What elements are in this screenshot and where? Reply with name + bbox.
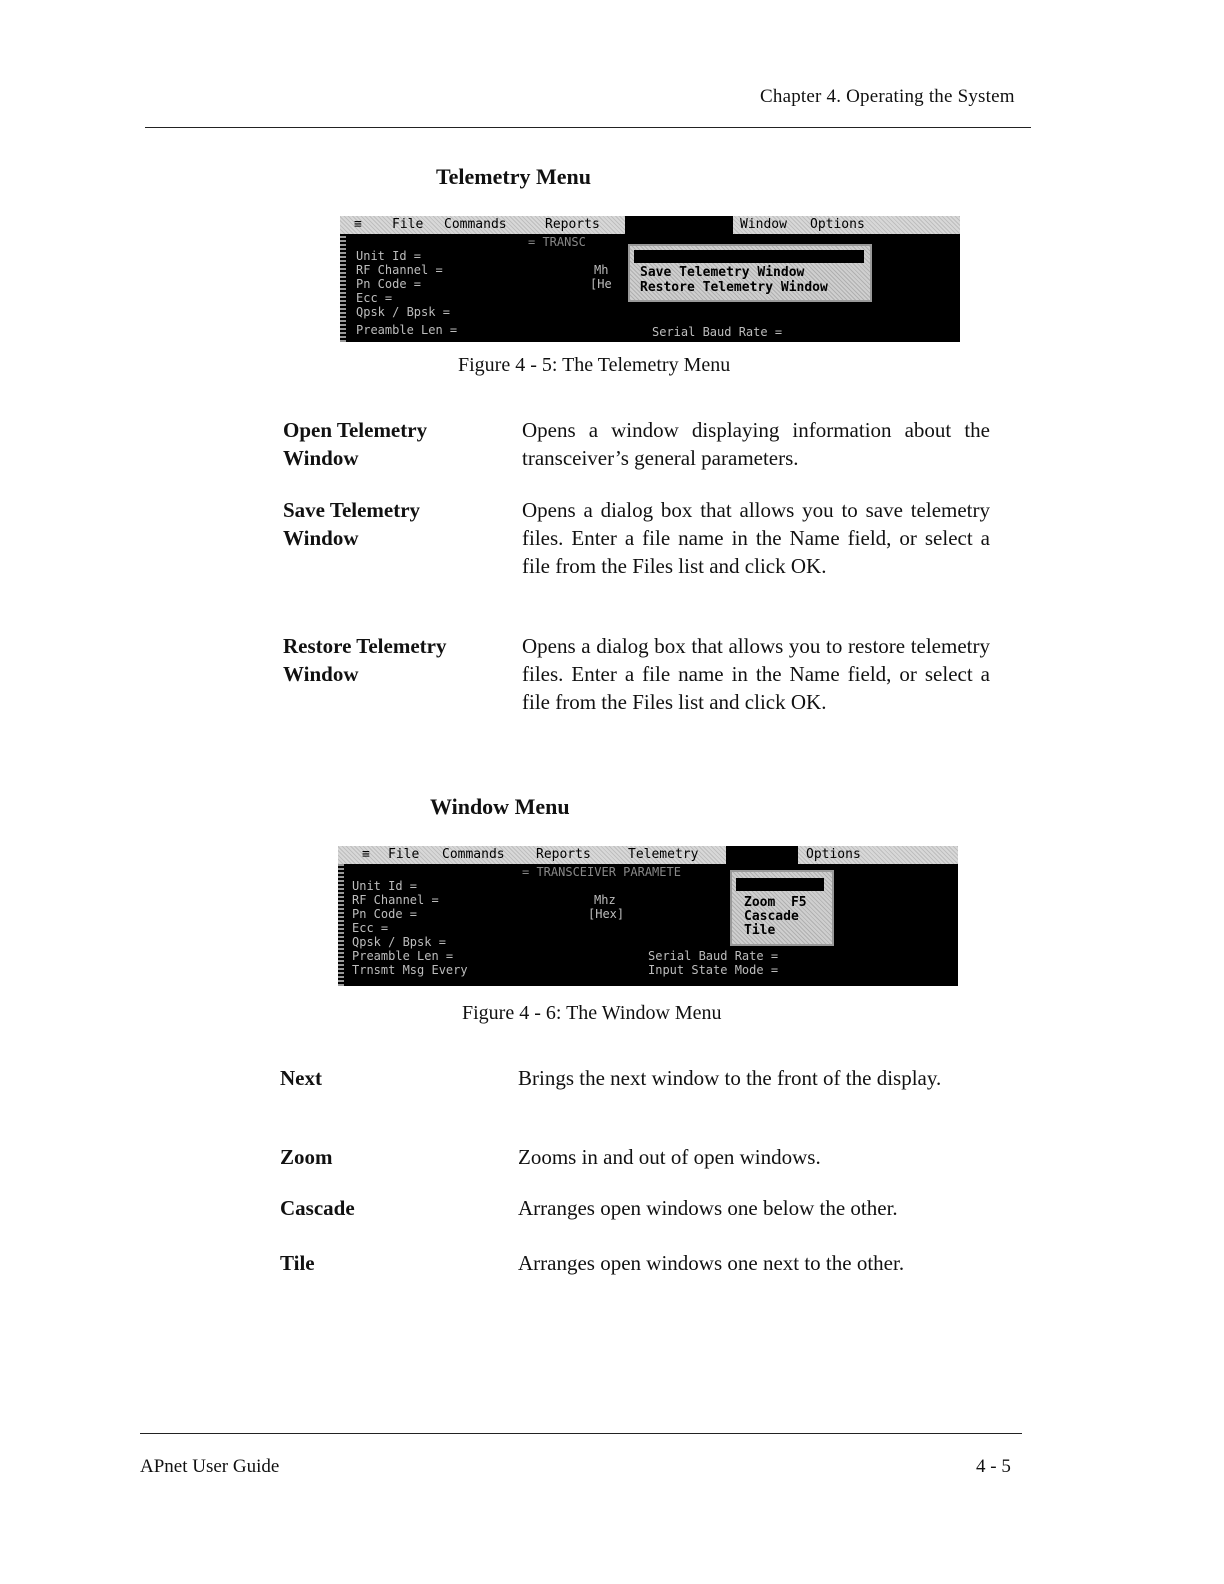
menu-bar (340, 216, 960, 234)
window-menu-screenshot (338, 846, 958, 986)
field-qpsk-bpsk: Qpsk / Bpsk = (352, 935, 446, 949)
page-number: 4 - 5 (976, 1456, 1011, 1477)
dropdown-item-open-selected (634, 250, 864, 263)
menu-window: Window (740, 217, 787, 232)
menu-commands: Commands (442, 847, 505, 862)
field-unit-mhz: Mh (594, 263, 609, 277)
dropdown-item-tile: Tile (744, 923, 776, 938)
telemetry-dropdown (628, 244, 872, 302)
desc-zoom: Zooms in and out of open windows. (518, 1145, 821, 1169)
field-serial-baud-rate: Serial Baud Rate = (648, 949, 779, 963)
header-rule (145, 127, 1031, 128)
window-title: = TRANSC (528, 235, 586, 249)
footer-rule (140, 1433, 1022, 1434)
figure-caption-telemetry: Figure 4 - 5: The Telemetry Menu (458, 354, 731, 376)
desc-tile: Arranges open windows one next to the other. (518, 1251, 905, 1275)
term-next: Next (280, 1066, 322, 1090)
dropdown-item-restore: Restore Telemetry Window (640, 280, 828, 295)
desc-next: Brings the next window to the front of the display. (518, 1066, 942, 1090)
field-rf-channel: RF Channel = (356, 263, 443, 277)
desc-cascade: Arranges open windows one below the other. (518, 1196, 898, 1220)
menu-reports: Reports (545, 217, 600, 232)
field-unit-mhz: Mhz (594, 893, 616, 907)
screen-border (338, 846, 344, 986)
desc-restore-telemetry: Opens a dialog box that allows you to restore telemetry files. Enter a file name in the Name field, or select a file from the Files list and click OK. (522, 634, 990, 714)
field-ecc: Ecc = (352, 921, 389, 935)
field-preamble-len: Preamble Len = (356, 323, 458, 337)
field-trnsmt-msg-every: Trnsmt Msg Every (352, 963, 468, 977)
figure-caption-window: Figure 4 - 6: The Window Menu (462, 1002, 722, 1024)
menu-reports: Reports (536, 847, 591, 862)
section-heading-window: Window Menu (430, 794, 570, 819)
dropdown-item-zoom: Zoom F5 (744, 895, 807, 910)
term-open-telemetry: Open Telemetry Window (283, 418, 428, 470)
term-tile: Tile (280, 1251, 315, 1275)
field-pn-code: Pn Code = (356, 277, 422, 291)
term-restore-telemetry: Restore Telemetry Window (283, 634, 447, 686)
field-serial-baud-rate: Serial Baud Rate = (652, 325, 783, 339)
section-heading-telemetry: Telemetry Menu (436, 164, 591, 189)
dropdown-item-save: Save Telemetry Window (640, 265, 805, 280)
term-cascade: Cascade (280, 1196, 355, 1220)
screen-border (340, 216, 346, 342)
field-unit-id: Unit Id = (356, 249, 422, 263)
term-save-telemetry: Save Telemetry Window (283, 498, 421, 550)
field-qpsk-bpsk: Qpsk / Bpsk = (356, 305, 450, 319)
window-dropdown (730, 870, 834, 946)
window-title: = TRANSCEIVER PARAMETE (522, 865, 681, 879)
menu-telemetry: Telemetry (628, 847, 699, 862)
field-rf-channel: RF Channel = (352, 893, 439, 907)
field-input-state-mode: Input State Mode = (648, 963, 779, 977)
dropdown-item-next-selected (736, 878, 824, 891)
telemetry-menu-screenshot (340, 216, 960, 342)
menu-options: Options (806, 847, 861, 862)
field-unit-hex: [Hex] (588, 907, 625, 921)
chapter-header: Chapter 4. Operating the System (760, 86, 1015, 107)
menu-file: File (392, 217, 424, 232)
footer-title: APnet User Guide (140, 1456, 280, 1477)
menu-options: Options (810, 217, 865, 232)
menu-commands: Commands (444, 217, 507, 232)
term-zoom: Zoom (280, 1145, 333, 1169)
desc-open-telemetry: Opens a window displaying information about the transceiver’s general parameters. (522, 418, 990, 470)
menu-bar (338, 846, 958, 864)
dropdown-item-cascade: Cascade (744, 909, 799, 924)
field-pn-code: Pn Code = (352, 907, 418, 921)
field-ecc: Ecc = (356, 291, 393, 305)
system-menu: ≡ (362, 847, 370, 862)
menu-window-active (726, 846, 798, 864)
menu-telemetry-active (625, 216, 733, 234)
field-unit-id: Unit Id = (352, 879, 418, 893)
field-unit-hex: [He (590, 277, 612, 291)
menu-file: File (388, 847, 420, 862)
desc-save-telemetry: Opens a dialog box that allows you to save telemetry files. Enter a file name in the Name field, or select a file from the Files list and click OK. (522, 498, 990, 578)
system-menu: ≡ (354, 217, 362, 232)
field-preamble-len: Preamble Len = (352, 949, 454, 963)
